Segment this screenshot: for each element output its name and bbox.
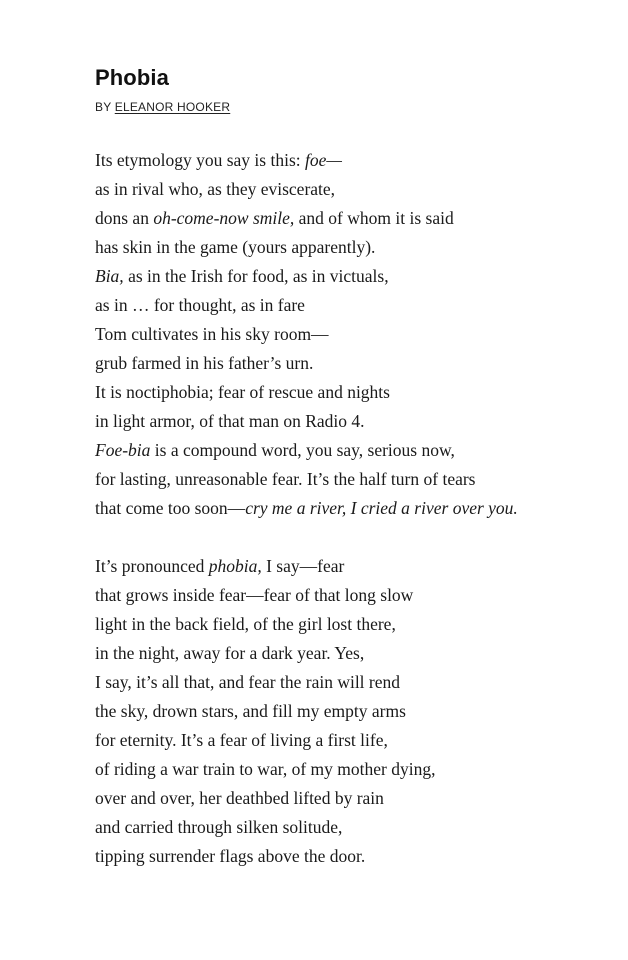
poem-line-text: Tom cultivates in his sky room— xyxy=(95,324,329,344)
byline xyxy=(95,99,595,115)
poem-line xyxy=(95,842,595,871)
poem-line-text: that come too soon— xyxy=(95,498,246,518)
poem-line xyxy=(95,175,595,204)
poem-line xyxy=(95,494,595,523)
poem-line-italic: Foe-bia xyxy=(95,440,151,460)
poem-line xyxy=(95,697,595,726)
poem-line xyxy=(95,378,595,407)
poem-article xyxy=(95,62,595,871)
poem-title: Phobia xyxy=(95,65,169,90)
poem-line-text: in light armor, of that man on Radio 4. xyxy=(95,411,365,431)
poem-line-text: I say—fear xyxy=(261,556,345,576)
stanza xyxy=(95,146,595,523)
poem-line-text: of riding a war train to war, of my mother dying, xyxy=(95,759,436,779)
poem-line xyxy=(95,436,595,465)
poem-line-text: in the night, away for a dark year. Yes, xyxy=(95,643,365,663)
poem-line xyxy=(95,320,595,349)
poem-line xyxy=(95,668,595,697)
poem-line xyxy=(95,784,595,813)
byline-prefix: BY xyxy=(95,100,112,114)
poem-line xyxy=(95,581,595,610)
poem-line xyxy=(95,610,595,639)
poem-line-text: grub farmed in his father’s urn. xyxy=(95,353,314,373)
poem-line xyxy=(95,726,595,755)
poem-line-italic: Bia, xyxy=(95,266,124,286)
poem-line xyxy=(95,349,595,378)
poem-line-text: It is noctiphobia; fear of rescue and nights xyxy=(95,382,390,402)
poem-line xyxy=(95,639,595,668)
poem-line-text: I say, it’s all that, and fear the rain will rend xyxy=(95,672,401,692)
poem-line-italic: oh-come-now smile, xyxy=(153,208,295,228)
stanza xyxy=(95,552,595,871)
poem-line-text: tipping surrender flags above the door. xyxy=(95,846,366,866)
poem-line-text: the sky, drown stars, and fill my empty arms xyxy=(95,701,406,721)
poem-line-text: has skin in the game (yours apparently). xyxy=(95,237,376,257)
poem-line-text: It’s pronounced xyxy=(95,556,209,576)
poem-line xyxy=(95,552,595,581)
poem-line-italic: foe— xyxy=(305,150,342,170)
poem-line-text: as in rival who, as they eviscerate, xyxy=(95,179,336,199)
poem-line xyxy=(95,813,595,842)
author-link[interactable]: ELEANOR HOOKER xyxy=(114,100,231,114)
poem-line xyxy=(95,262,595,291)
poem-body xyxy=(95,146,595,871)
poem-line xyxy=(95,465,595,494)
poem-line xyxy=(95,291,595,320)
poem-line xyxy=(95,755,595,784)
poem-line xyxy=(95,407,595,436)
poem-line-text: and of whom it is said xyxy=(294,208,454,228)
poem-line-text: Its etymology you say is this: xyxy=(95,150,305,170)
poem-line-italic: cry me a river, I cried a river over you. xyxy=(245,498,518,518)
poem-line-text: for lasting, unreasonable fear. It’s the half turn of tears xyxy=(95,469,476,489)
poem-line-text: as in … for thought, as in fare xyxy=(95,295,305,315)
poem-line-text: is a compound word, you say, serious now, xyxy=(150,440,455,460)
poem-line-text: as in the Irish for food, as in victuals, xyxy=(123,266,389,286)
poem-line-text: for eternity. It’s a fear of living a first life, xyxy=(95,730,388,750)
poem-line-italic: phobia, xyxy=(208,556,262,576)
poem-line-text: light in the back field, of the girl lost there, xyxy=(95,614,396,634)
poem-line-text: that grows inside fear—fear of that long slow xyxy=(95,585,414,605)
poem-line xyxy=(95,233,595,262)
poem-line xyxy=(95,146,595,175)
poem-line-text: and carried through silken solitude, xyxy=(95,817,343,837)
poem-line-text: over and over, her deathbed lifted by rain xyxy=(95,788,384,808)
poem-line-text: dons an xyxy=(95,208,154,228)
poem-line xyxy=(95,204,595,233)
